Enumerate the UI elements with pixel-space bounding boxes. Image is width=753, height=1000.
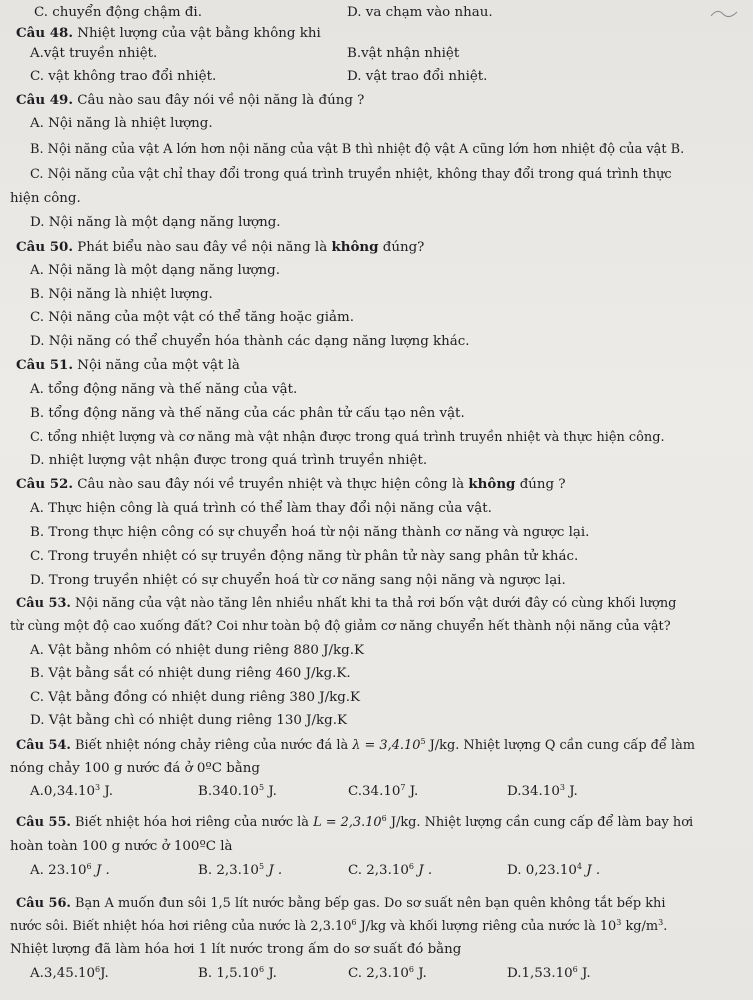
option-a: A. Vật bằng nhôm có nhiệt dung riêng 880 J/kg.K	[30, 643, 365, 658]
option-d: D.34.10$^3$ J.	[507, 783, 578, 799]
option-c: C. Trong truyền nhiệt có sự truyền động năng từ phân tử này sang phân tử khác.	[30, 549, 579, 564]
question-text-end: đúng?	[382, 240, 425, 255]
question-text-end: J/kg. Nhiệt lượng Q cần cung cấp để làm	[429, 738, 695, 753]
question-55-continued: hoàn toàn 100 g nước ở 100ºC là	[10, 839, 233, 854]
option-b: B. Vật bằng sắt có nhiệt dung riêng 460 J/kg.K.	[30, 666, 351, 681]
option-c: C.34.10$^7$ J.	[348, 783, 419, 799]
question-number: Câu 52.	[16, 476, 74, 492]
option-a: A.vật truyền nhiệt.	[30, 46, 158, 61]
question-text: Biết nhiệt nóng chảy riêng của nước đá là	[75, 738, 349, 753]
question-56	[16, 895, 665, 913]
question-text: Nhiệt lượng của vật bằng không khi	[77, 26, 321, 41]
option-a: A. Nội năng là một dạng năng lượng.	[30, 263, 280, 278]
option-d: D. va chạm vào nhau.	[347, 5, 493, 20]
option-d: D. Nội năng là một dạng năng lượng.	[30, 215, 281, 230]
question-53-continued: từ cùng một độ cao xuống đất? Coi như toàn bộ độ giảm cơ năng chuyển hết thành nội năng của vật?	[10, 619, 671, 634]
question-text-emphasis: không	[468, 476, 516, 492]
option-c: C. vật không trao đổi nhiệt.	[30, 69, 217, 84]
question-50	[16, 238, 424, 257]
question-52	[16, 475, 566, 494]
option-c: C. Nội năng của một vật có thể tăng hoặc giảm.	[30, 310, 354, 325]
question-text-end: đúng ?	[519, 477, 566, 492]
option-c: C. Vật bằng đồng có nhiệt dung riêng 380 J/kg.K	[30, 690, 361, 705]
question-54	[16, 737, 695, 755]
option-c: C. 2,3.10$^6$ J.	[348, 965, 427, 981]
option-b: B. 1,5.10$^6$ J.	[198, 965, 277, 981]
option-c: C. tổng nhiệt lượng và cơ năng mà vật nhận được trong quá trình truyền nhiệt và thực hiện công.	[30, 430, 665, 445]
question-number: Câu 55.	[16, 815, 71, 830]
option-c: C. chuyển động chậm đi.	[34, 5, 202, 20]
question-56-continued: nước sôi. Biết nhiệt hóa hơi riêng của nước là 2,3.10$^6$ J/kg và khối lượng riêng của nước là $10^3$ $kg/m^3$.	[10, 918, 668, 934]
option-d: D.1,53.10$^6$ J.	[507, 965, 591, 981]
question-text-end: J/kg. Nhiệt lượng cần cung cấp để làm bay hơi	[390, 815, 694, 830]
option-d: D. Trong truyền nhiệt có sự chuyển hoá từ cơ năng sang nội năng và ngược lại.	[30, 573, 566, 588]
question-text: Câu nào sau đây nói về truyền nhiệt và thực hiện công là	[77, 477, 465, 492]
question-text: Phát biểu nào sau đây về nội năng là	[77, 240, 328, 255]
formula: $\lambda = 3,4.10^5$	[352, 737, 426, 753]
formula: $L = 2,3.10^6$	[313, 814, 387, 830]
question-text: Nội năng của vật nào tăng lên nhiều nhất khi ta thả rơi bốn vật dưới đây có cùng khối lượng	[75, 596, 677, 611]
option-d: D. Nội năng có thể chuyển hóa thành các dạng năng lượng khác.	[30, 334, 470, 349]
option-c: C. 2,3.10$^6$ J .	[348, 862, 433, 878]
option-c: C. Nội năng của vật chỉ thay đổi trong quá trình truyền nhiệt, không thay đổi trong quá trình thực	[30, 167, 672, 182]
question-number: Câu 48.	[16, 25, 74, 41]
question-number: Câu 50.	[16, 239, 74, 255]
option-a: A. 23.10$^6$ J .	[30, 862, 110, 878]
question-number: Câu 56.	[16, 896, 71, 911]
option-d: D. vật trao đổi nhiệt.	[347, 69, 488, 84]
option-b: B. Nội năng là nhiệt lượng.	[30, 287, 213, 302]
question-number: Câu 53.	[16, 596, 71, 611]
question-49	[16, 91, 364, 110]
option-a: A. Thực hiện công là quá trình có thể làm thay đổi nội năng của vật.	[30, 501, 492, 516]
question-text: Bạn A muốn đun sôi 1,5 lít nước bằng bếp gas. Do sơ suất nên bạn quên không tắt bếp khi	[75, 896, 666, 911]
option-d: D. nhiệt lượng vật nhận được trong quá trình truyền nhiệt.	[30, 453, 428, 468]
option-d: D. Vật bằng chì có nhiệt dung riêng 130 J/kg.K	[30, 713, 347, 728]
question-text: Nội năng của một vật là	[77, 358, 240, 373]
option-b: B. Trong thực hiện công có sự chuyển hoá từ nội năng thành cơ năng và ngược lại.	[30, 525, 590, 540]
question-number: Câu 49.	[16, 92, 74, 108]
option-b: B. 2,3.10$^5$ J .	[198, 862, 283, 878]
question-51	[16, 356, 240, 375]
question-text: Câu nào sau đây nói về nội năng là đúng ?	[77, 93, 365, 108]
option-b: B. Nội năng của vật A lớn hơn nội năng của vật B thì nhiệt độ vật A cũng lớn hơn nhiệt độ của vật B.	[30, 142, 685, 157]
option-a: A.0,34.10$^3$ J.	[30, 783, 113, 799]
option-b: B.vật nhận nhiệt	[347, 46, 460, 61]
question-54-continued: nóng chảy 100 g nước đá ở 0ºC bằng	[10, 761, 260, 776]
question-number: Câu 54.	[16, 738, 71, 753]
question-number: Câu 51.	[16, 357, 74, 373]
option-a: A. Nội năng là nhiệt lượng.	[30, 116, 213, 131]
option-a: A. tổng động năng và thế năng của vật.	[30, 382, 298, 397]
question-text: Biết nhiệt hóa hơi riêng của nước là	[75, 815, 309, 830]
question-55	[16, 814, 693, 832]
option-b: B. tổng động năng và thế năng của các phân tử cấu tạo nên vật.	[30, 406, 465, 421]
pen-mark-icon	[709, 6, 739, 20]
option-b: B.340.10$^5$ J.	[198, 783, 277, 799]
option-a: A.3,45.10$^6$J.	[30, 965, 109, 981]
question-56-continued-2: Nhiệt lượng đã làm hóa hơi 1 lít nước trong ấm do sơ suất đó bằng	[10, 942, 462, 957]
question-text-emphasis: không	[331, 239, 379, 255]
question-48	[16, 24, 321, 43]
option-d: D. 0,23.10$^4$ J .	[507, 862, 601, 878]
question-53	[16, 595, 676, 613]
option-c-continued: hiện công.	[10, 191, 81, 206]
